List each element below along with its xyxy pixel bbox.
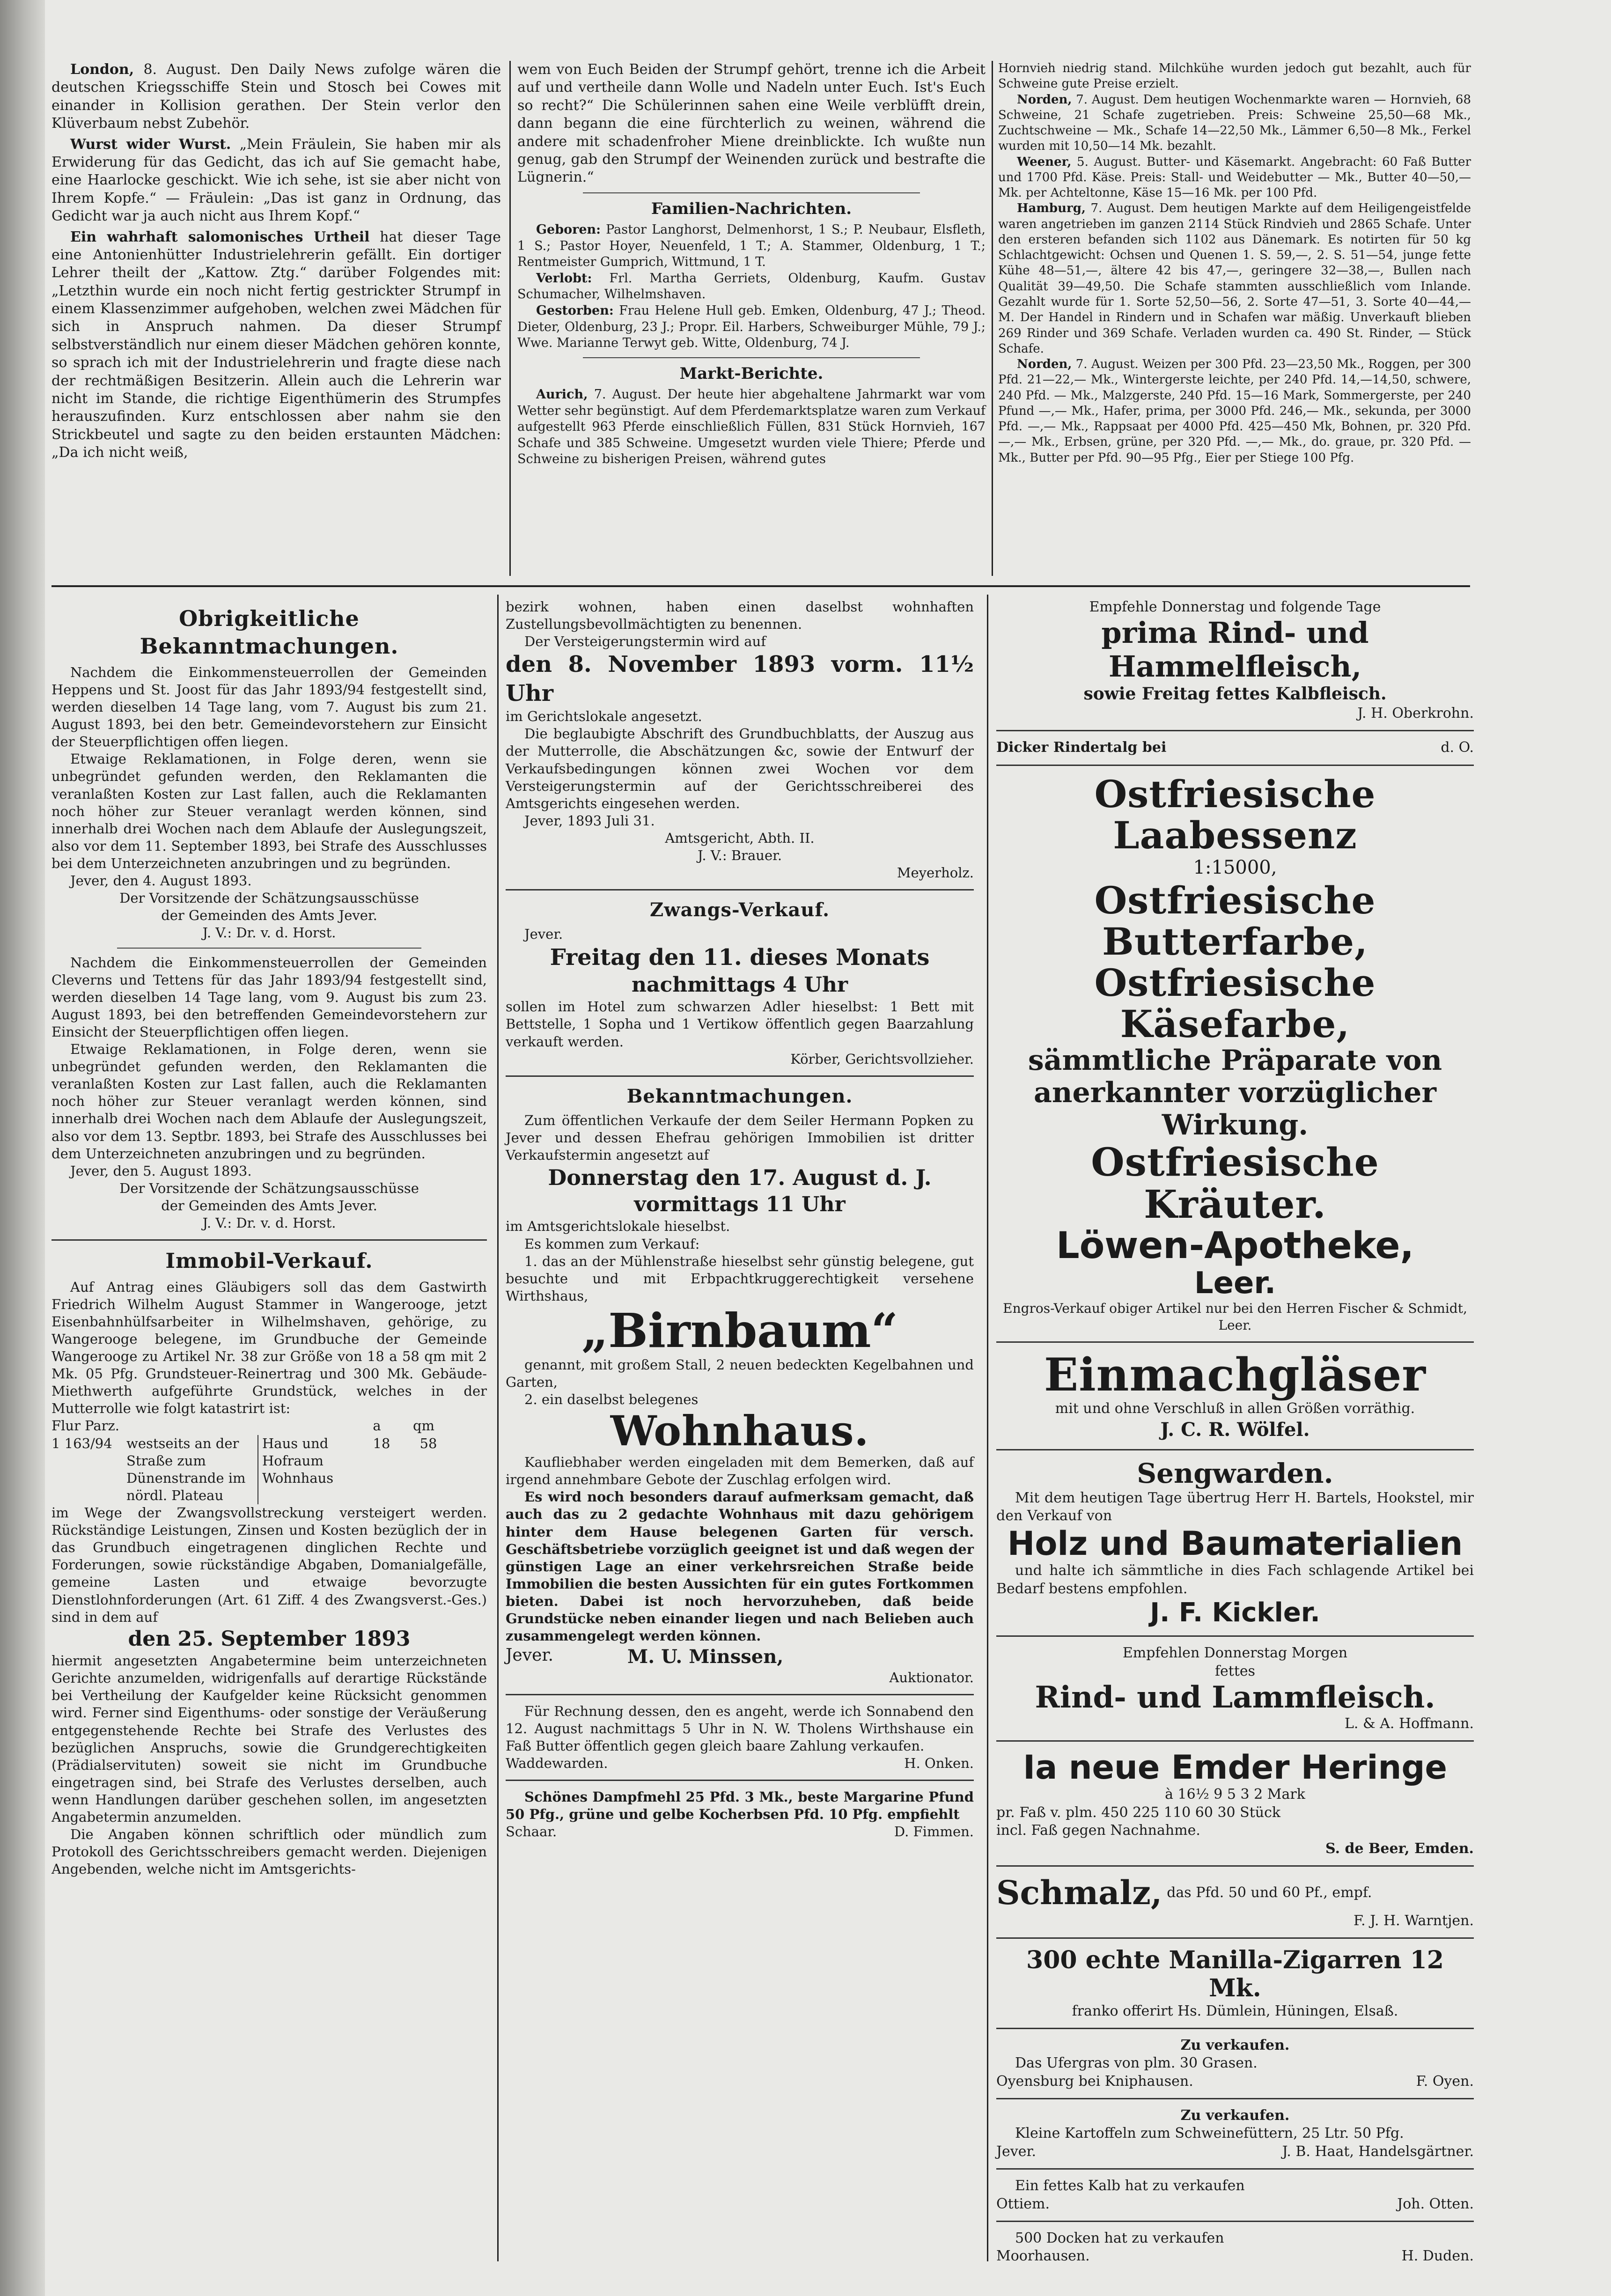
divider — [506, 1694, 974, 1695]
news-continuation: wem von Euch Beiden der Strumpf gehört, trenne ich die Arbeit auf und vertheile dann Wolle und Nadeln unter Euch. Ist's Euch so recht?“ Die Schülerinnen sahen eine Weile verblüfft drein, dann begann die eine fürchterlich zu weinen, während die andere mit schadenfroher Miene dreinblickte. Ich wußte nun genug, gab den Strumpf der Weinenden zurück und bestrafte die Lügnerin.“ — [517, 61, 986, 186]
wohnhaus-title: Wohnhaus. — [610, 1406, 869, 1456]
cadastre-a: 18 — [373, 1435, 390, 1451]
auction-text: bezirk wohnen, haben einen daselbst wohnhaften Zustellungsbevollmächtigten zu benennen. — [506, 599, 974, 633]
market-text: Hornvieh niedrig stand. Milchkühe wurden jedoch gut bezahlt, auch für Schweine gute Preise erzielt. — [998, 61, 1471, 91]
notice-signature: der Gemeinden des Amts Jever. — [161, 907, 377, 924]
divider — [117, 948, 421, 949]
ad-leer: Leer. — [1194, 1266, 1276, 1301]
ad-kaesefarbe: Ostfriesische Käsefarbe, — [1094, 961, 1376, 1046]
auction-text: Der Versteigerungstermin wird auf — [524, 633, 766, 650]
bekannt-item: genannt, mit großem Stall, 2 neuen bedeckten Kegelbahnen und Garten, — [506, 1357, 974, 1391]
divider — [996, 2028, 1474, 2029]
familien-died — [517, 303, 986, 352]
place: Moorhausen. — [996, 2248, 1090, 2265]
ad-apotheke: Löwen-Apotheke, — [1056, 1225, 1414, 1267]
familien-heading: Familien-Nachrichten. — [651, 199, 852, 218]
auctioneer-role: Auktionator. — [889, 1669, 974, 1685]
label: Norden, — [1017, 357, 1072, 372]
bekannt-item: 1. das an der Mühlenstraße hieselbst sehr günstig belegene, gut besuchte und mit Erbpachtkruggerechtigkeit versehene Wirthshaus, — [506, 1253, 974, 1304]
ad-footer — [996, 2143, 1474, 2161]
ad-holz: Holz und Baumaterialien — [1007, 1524, 1463, 1563]
market-weener — [998, 155, 1471, 201]
zwangs-heading: Zwangs-Verkauf. — [649, 899, 830, 921]
divider — [996, 1740, 1474, 1742]
divider — [506, 1075, 974, 1077]
auction-text: Die beglaubigte Abschrift des Grundbuchblatts, der Auszug aus der Mutterrolle, die Abschätzungen &c, sowie der Entwurf der Verkaufsbedingungen können zwei Wochen vor dem Versteigerungstermin auf der Gerichtsschreiberei des Amtsgerichts eingesehen werden. — [506, 726, 974, 811]
cadastre-row — [51, 1435, 487, 1504]
auction-text: im Gerichtslokale angesetzt. — [506, 708, 702, 725]
label: Weener, — [1017, 155, 1072, 169]
divider — [996, 2221, 1474, 2222]
lower-divider-2 — [987, 595, 988, 2261]
news-wurst — [51, 136, 501, 226]
ad-text: Mit dem heutigen Tage übertrug Herr H. Bartels, Hookstel, mir den Verkauf von — [996, 1489, 1474, 1524]
place: Jever. — [996, 2143, 1037, 2160]
cadastre-qm: 58 — [419, 1435, 437, 1451]
market-hamburg — [998, 201, 1471, 357]
notice-paragraph: Nachdem die Einkommensteuerrollen der Gemeinden Cleverns und Tettens für das Jahr 1893/94 festgestellt sind, werden dieselben 14 Tage lang, vom 9. August bis zum 23. August 1893, bei den betreffenden Gemeindevorstehern zur Einsicht der Steuerpflichtigen offen liegen. — [51, 954, 487, 1040]
text: 7. August. Dem heutigen Wochenmarkte waren — Hornvieh, 68 Schweine, 21 Schafe zugetrieben. Preis: Schweine 25,50—68 Mk., Zuchtschweine — Mk., Schafe 14—22,50 Mk., Lämmer 6,50—8 Mk., Ferkel wurden mit 10,50—14 Mk. bezahlt. — [998, 92, 1471, 154]
ad-intro: Empfehle Donnerstag und folgende Tage — [1089, 599, 1381, 615]
dampf-footer — [506, 1823, 974, 1840]
ad-laabessenz: Ostfriesische Laabessenz — [1094, 772, 1376, 857]
text: 7. August. Der heute hier abgehaltene Jahrmarkt war vom Wetter sehr begünstigt. Auf dem Pferdemarktsplatze waren zum Verkauf aufgestellt 963 Pferde einschließlich Füllen, 831 Stück Hornvieh, 167 Schafe und 385 Schweine. Umgesetzt wurden viele Thiere; Pferde und Schweine zu bisherigen Preisen, während gutes — [517, 387, 986, 467]
ad-signature: F. J. H. Warntjen. — [1354, 1912, 1474, 1929]
butter-notice: Für Rechnung dessen, den es angeht, werde ich Sonnabend den 12. August nachmittags 5 Uhr in N. W. Tholens Wirthshause ein Faß Butter öffentlich gegen gleich baare Zahlung verkaufen. — [506, 1703, 974, 1754]
ad-butterfarbe: Ostfriesische Butterfarbe, — [1094, 878, 1376, 964]
divider — [996, 2168, 1474, 2170]
divider — [996, 765, 1474, 766]
signature: Meyerholz. — [897, 865, 974, 881]
divider — [996, 1865, 1474, 1867]
label: Norden, — [1017, 92, 1072, 107]
notice-paragraph: Nachdem die Einkommensteuerrollen der Gemeinden Heppens und St. Joost für das Jahr 1893/94 festgestellt sind, werden dieselben 14 Tage lang, vom 7. August bis zum 21. August 1893, bei den betr. Gemeindevorstehern zur Einsicht der Steuerpflichtigen offen liegen. — [51, 664, 487, 750]
text: Pastor Langhorst, Delmenhorst, 1 S.; P. Neubaur, Elsfleth, 1 S.; Pastor Hoyer, Neuenfeld, 1 T.; A. Stammer, Oldenburg, 1 T.; Rentmeister Gumprich, Wittmund, 1 T. — [517, 222, 986, 270]
ad-talg — [996, 739, 1474, 757]
notice-signature: Der Vorsitzende der Schätzungsausschüsse — [119, 1180, 419, 1196]
top-divider-1 — [509, 61, 511, 576]
ad-text: das Pfd. 50 und 60 Pf., empf. — [1167, 1884, 1372, 1901]
text: Frl. Martha Gerriets, Oldenburg, Kaufm. Gustav Schumacher, Wilhelmshaven. — [517, 271, 986, 302]
ad-price-row: incl. Faß gegen Nachnahme. — [996, 1822, 1200, 1839]
ad-praeparate: sämmtliche Präparate von anerkannter vorzüglicher Wirkung. — [1028, 1044, 1442, 1142]
place: Schaar. — [506, 1824, 557, 1840]
market-norden — [998, 92, 1471, 155]
ad-title: Zu verkaufen. — [1180, 2107, 1290, 2124]
text: 7. August. Weizen per 300 Pfd. 23—23,50 Mk., Roggen, per 300 Pfd. 21—22,— Mk., Wintergerste leichte, per 240 Pfd. 14,—14,50, schwere, 240 Pfd. — Mk., Malzgerste, 240 Pfd. 15—16 Mark, Sommergerste, per 240 Pfund —,— Mk., Hafer, prima, per 3000 Pfd. 246,— Mk., sekunda, per 3000 Pfd. —,— Mk., Rappsaat per 4000 Pfd. 425—450 Mk, Bohnen, pr. 320 Pfd. —,— Mk., Erbsen, grüne, per 320 Pfd. —,— Mk., do. graue, pr. 320 Pfd. — Mk., Butter per Pfd. 90—95 Pfg., Eier per Stiege 100 Pfg. — [998, 357, 1471, 465]
divider — [996, 1341, 1474, 1343]
ad-ratio: 1:15000, — [1193, 856, 1277, 878]
ad-zigarren: 300 echte Manilla-Zigarren 12 Mk. — [1026, 1945, 1444, 2002]
ad-schmalz-title: Schmalz, — [996, 1873, 1162, 1913]
ad-headline: prima Rind- und Hammelfleisch, — [1101, 616, 1369, 684]
market-norden-2 — [998, 357, 1471, 466]
ad-intro: Empfehlen Donnerstag Morgen — [1122, 1645, 1348, 1662]
ad-signature: F. Oyen. — [1416, 2073, 1474, 2090]
notice-date: Jever, den 5. August 1893. — [70, 1163, 252, 1179]
notice-signature: Der Vorsitzende der Schätzungsausschüsse — [119, 890, 419, 906]
cadastre-type: Haus und Hofraum Wohnhaus — [257, 1435, 356, 1504]
butter-footer — [506, 1755, 974, 1772]
signature: D. Fimmen. — [894, 1824, 974, 1840]
page-binding-edge — [0, 0, 45, 2296]
ad-kraeuter: Ostfriesische Kräuter. — [1091, 1140, 1379, 1228]
signature: H. Onken. — [904, 1755, 974, 1771]
news-head: Ein wahrhaft salomonisches Urtheil — [70, 228, 370, 245]
court-name: Amtsgericht, Abth. II. — [665, 830, 815, 846]
ad-price-row: pr. Faß v. plm. 450 225 110 60 30 Stück — [996, 1804, 1281, 1821]
notice-signature: J. V.: Dr. v. d. Horst. — [202, 925, 336, 941]
dampfmehl-ad: Schönes Dampfmehl 25 Pfd. 3 Mk., beste Margarine Pfund 50 Pfg., grüne und gelbe Kocherbsen Pfd. 10 Pfg. empfiehlt — [506, 1789, 974, 1823]
ad-sengwarden: Sengwarden. — [1137, 1457, 1333, 1490]
cadastre-parcel: 1 163/94 — [51, 1435, 112, 1451]
bekannt-item: 2. ein daselbst belegenes — [524, 1391, 699, 1408]
ad-schmalz — [996, 1874, 1474, 1912]
ad-signature: L. & A. Hoffmann. — [1344, 1715, 1474, 1732]
divider — [506, 1780, 974, 1781]
familien-born — [517, 222, 986, 271]
news-text: „Mein Fräulein, Sie haben mir als Erwiderung für das Gedicht, das ich auf Sie gemacht habe, eine Haarlocke geschickt. Wie ich sehe, ist sie aber nicht von Ihrem Kopfe.“ — Fräulein: „Das ist ganz in Ordnung, das Gedicht war ja auch nicht aus Ihrem Kopf.“ — [51, 136, 501, 225]
bekannt-text: im Amtsgerichtslokale hieselbst. — [506, 1218, 730, 1235]
divider — [996, 2098, 1474, 2099]
markt-heading: Markt-Berichte. — [679, 364, 824, 383]
notice-paragraph: Etwaige Reklamationen, in Folge deren, wenn sie unbegründet gefunden werden, den Reklamanten die veranlaßten Kosten zur Last fallen, auch die Reklamanten noch höher zur Steuer veranlagt werden können, sind innerhalb drei Wochen nach dem Ablaufe der Auslegungszeit, also vor dem 11. September 1893, bei Strafe des Ausschlusses bei dem Unterzeichneten anzubringen und zu begründen. — [51, 751, 487, 871]
immobil-paragraph: Die Angaben können schriftlich oder mündlich zum Protokoll des Gerichtsschreibers gemacht werden. Diejenigen Angebenden, welche nicht im Amtsgerichts- — [51, 1826, 487, 1877]
text: 5. August. Butter- und Käsemarkt. Angebracht: 60 Faß Butter und 1700 Pfd. Käse. Preis: Stall- und Weidebutter — Mk., Butter 40—50,— Mk. per Achteltonne, Käse 15—16 Mk. per 100 Pfd. — [998, 155, 1471, 200]
zwang-text: sollen im Hotel zum schwarzen Adler hieselbst: 1 Bett mit Bettstelle, 1 Sopha und 1 Vertikow öffentlich gegen Baarzahlung verkauft werden. — [506, 999, 974, 1050]
ad-signature: J. H. Oberkrohn. — [1357, 705, 1474, 722]
markt-aurich — [517, 387, 986, 468]
immobil-paragraph: hiermit angesetzten Angabetermine beim unterzeichneten Gerichte anzumelden, widrigenfalls auf derartige Rückstände bei Vertheilung der Kaufgelder keine Rücksicht genommen wird. Ferner sind Eigenthums- oder sonstige der Veräußerung entgegenstehende Rechte bei Strafe des Verlustes des bezüglichen Anspruchs, sowie die Grundgerechtigkeiten (Prädialservituten) soweit sie nicht im Grundbuche eingetragen sind, bei Strafe des Verlustes derselben, auch wenn Handlungen darüber geschehen sollen, im angesetzten Angabetermin anzumelden. — [51, 1653, 487, 1825]
divider — [996, 1937, 1474, 1939]
ad-signature: J. B. Haat, Handelsgärtner. — [1282, 2143, 1474, 2160]
divider — [583, 357, 920, 358]
ad-text: 500 Docken hat zu verkaufen — [1015, 2230, 1224, 2247]
ad-signature: d. O. — [1441, 739, 1474, 756]
place: Jever. — [506, 1646, 554, 1665]
place: Jever. — [524, 926, 563, 942]
cadastre-header — [51, 1417, 487, 1435]
ad-text: mit und ohne Verschluß in allen Größen vorräthig. — [1055, 1400, 1415, 1417]
news-text: 8. August. Den Daily News zufolge wären die deutschen Kriegsschiffe Stein und Stosch bei Cowes mit einander in Kollision gerathen. Der Stein verlor den Klüverbaum nebst Zubehör. — [51, 61, 501, 132]
immobil-paragraph: im Wege der Zwangsvollstreckung versteigert werden. Rückständige Leistungen, Zinsen und Kosten bezüglich der in das Grundbuch eingetragenen dinglichen Rechte und Forderungen, sowie rückständige Abgaben, Domanialgefälle, gemeine Lasten und etwaige bevorzugte Dienstlohnforderungen (Art. 61 Ziff. 4 des Zwangsverst.-Ges.) sind in dem auf — [51, 1504, 487, 1625]
birnbaum-title: „Birnbaum“ — [581, 1303, 898, 1359]
auction-column — [506, 598, 974, 1840]
ad-price-row: à 16½ 9 5 3 2 Mark — [1165, 1786, 1305, 1803]
ad-heringe: Ia neue Emder Heringe — [1023, 1748, 1447, 1787]
zwang-time: nachmittags 4 Uhr — [631, 973, 848, 997]
ad-einmachglaeser: Einmachgläser — [1044, 1348, 1426, 1402]
ad-text: und halte ich sämmtliche in dies Fach schlagende Artikel bei Bedarf bestens empfohlen. — [996, 1562, 1474, 1597]
notice-paragraph: Etwaige Reklamationen, in Folge deren, wenn sie unbegründet gefunden werden, den Reklamanten die veranlaßten Kosten zur Last fallen, auch die Reklamanten noch höher zur Steuer veranlagt werden können, sind innerhalb drei Wochen nach dem Ablaufe der Auslegungszeit, also vor dem 13. Septbr. 1893, bei Strafe des Ausschlusses bei dem Unterzeichneten anzubringen und zu begründen. — [51, 1041, 487, 1162]
section-rule — [51, 585, 1470, 587]
bekannt-text: Kaufliebhaber werden eingeladen mit dem Bemerken, daß auf irgend annehmbare Gebote der Zuschlag erfolgen wird. — [506, 1454, 974, 1488]
place: Ottiem. — [996, 2195, 1050, 2212]
signature: Körber, Gerichtsvollzieher. — [790, 1051, 974, 1067]
ad-text: Kleine Kartoffeln zum Schweinefüttern, 25 Ltr. 50 Pfg. — [1015, 2125, 1404, 2142]
advertisements-column — [996, 598, 1474, 2266]
bekannt-heading: Bekanntmachungen. — [626, 1085, 853, 1107]
divider — [583, 192, 920, 193]
label: Gestorben: — [536, 303, 614, 318]
bekannt-text: Zum öffentlichen Verkaufe der dem Seiler Hermann Popken zu Jever und dessen Ehefrau gehörigen Immobilien ist dritter Verkaufstermin angesetzt auf — [506, 1112, 974, 1163]
ad-engros: Engros-Verkauf obiger Artikel nur bei den Herren Fischer & Schmidt, Leer. — [1003, 1301, 1467, 1333]
text: Frau Helene Hull geb. Emken, Oldenburg, 47 J.; Theod. Dieter, Oldenburg, 23 J.; Propr. Eil. Harbers, Schweiburger Mühle, 79 J.; Wwe. Marianne Terwyt geb. Witte, Oldenburg, 74 J. — [517, 303, 986, 351]
divider — [51, 1239, 487, 1241]
ad-sub: sowie Freitag fettes Kalbfleisch. — [1083, 684, 1387, 704]
auction-date-line: Jever, 1893 Juli 31. — [524, 812, 655, 829]
ad-text: Ein fettes Kalb hat zu verkaufen — [1015, 2178, 1245, 2194]
cadastre-header-qm: qm — [412, 1418, 435, 1434]
notice-signature: der Gemeinden des Amts Jever. — [161, 1198, 377, 1214]
place: Oyensburg bei Kniphausen. — [996, 2073, 1193, 2090]
cadastre-header-flur: Flur Parz. — [51, 1418, 120, 1434]
ad-signature: S. de Beer, Emden. — [1325, 1840, 1474, 1857]
top-divider-2 — [992, 61, 993, 576]
ad-signature: Joh. Otten. — [1397, 2195, 1474, 2212]
familien-engaged — [517, 271, 986, 303]
bekannt-time: vormittags 11 Uhr — [634, 1192, 846, 1217]
ad-signature: J. C. R. Wölfel. — [1160, 1419, 1310, 1441]
notice-date: Jever, den 4. August 1893. — [70, 873, 252, 889]
zwang-date: Freitag den 11. dieses Monats — [550, 944, 930, 971]
divider — [506, 889, 974, 890]
text: 7. August. Dem heutigen Markte auf dem Heiligengeistfelde waren angetrieben im ganzen 2114 Stück Rindvieh und 2865 Schafe. Unter den ersteren befanden sich 1102 aus Dänemark. Es notirten für 50 kg Schlachtgewicht: Ochsen und Quenen 1. S. 59,—, 2. S. 51—54, junge fette Kühe 48—51,—, ältere 42 bis 47,—, geringere 32—38,—, Bullen nach Qualität 39—49,50. Die Schafe stammten ausschließlich vom Inlande. Gezahlt wurde für 1. Sorte 52,50—56, 2. Sorte 47—51, 3. Sorte 40—44,— M. Der Handel in Rindern und in Schafen war mäßig. Unverkauft blieben 269 Rinder und 369 Schafe. Verladen wurden ca. 490 St. Rinder, — Stück Schafe. — [998, 201, 1471, 356]
ad-signature: H. Duden. — [1401, 2248, 1474, 2265]
top-column-2 — [517, 61, 986, 468]
ad-text: Dicker Rindertalg bei — [996, 739, 1167, 756]
bekannt-date: Donnerstag den 17. August d. J. — [548, 1165, 932, 1191]
news-london — [51, 61, 501, 133]
label: Hamburg, — [1017, 201, 1086, 216]
label: Verlobt: — [536, 271, 592, 286]
ad-footer — [996, 2247, 1474, 2265]
immobil-heading: Immobil-Verkauf. — [165, 1249, 373, 1273]
ad-text: Das Ufergras von plm. 30 Grasen. — [1015, 2055, 1258, 2072]
divider — [996, 730, 1474, 731]
official-notices-heading: Obrigkeitliche Bekanntmachungen. — [140, 606, 399, 659]
auctioneer-row — [506, 1645, 974, 1669]
news-text: hat dieser Tage eine Antonienhütter Industrielehrerin gefällt. Ein dortiger Lehrer theilt der „Kattow. Ztg.“ darüber Folgendes mit: „Letzthin wurde ein noch nicht fertig gestrickter Strumpf in einem Klassenzimmer aufgehoben, welchen zwei Mädchen für sich in Anspruch nahmen. Da dieser Strumpf selbstverständlich nur einem dieser Mädchen gehören konnte, so sprach ich mit der Industrielehrerin und fragte diese nach der rechtmäßigen Besitzerin. Allein auch die Lehrerin war nicht im Stande, die richtige Eigenthümerin des Strumpfes herauszufinden. Kurz entschlossen aber nahm sie den Strickbeutel und sagte zu den beiden erstaunten Mädchen: „Da ich nicht weiß, — [51, 228, 501, 461]
ad-footer — [996, 2195, 1474, 2213]
top-column-3 — [998, 61, 1471, 466]
official-notices-column — [51, 598, 487, 1878]
top-column-1 — [51, 61, 501, 462]
cadastre-location: westseits an der Straße zum Dünenstrande im nördl. Plateau — [126, 1435, 246, 1503]
place: Waddewarden. — [506, 1755, 608, 1771]
cadastre-header-a: a — [373, 1418, 381, 1434]
immobil-paragraph: Auf Antrag eines Gläubigers soll das dem Gastwirth Friedrich Wilhelm August Stammer in Wangerooge, jetzt Eisenbahnhülfsarbeiter in Wilhelmshaven, gehörige, zu Wangerooge belegene, im Grundbuche der Gemeinde Wangerooge zu Artikel Nr. 38 zur Größe von 18 a 58 qm mit 2 Mk. 05 Pfg. Grundsteuer-Reinertrag und 300 Mk. Gebäude-Miethwerth aufgeführte Grundstück, welches in der Mutterrolle wie folgt katastrirt ist: — [51, 1279, 487, 1417]
ad-text: franko offerirt Hs. Dümlein, Hüningen, Elsaß. — [1072, 2002, 1398, 2019]
court-signature: J. V.: Brauer. — [697, 847, 782, 864]
divider — [996, 1449, 1474, 1450]
auction-date: den 8. November 1893 vorm. 11½ Uhr — [506, 651, 974, 706]
news-urtheil — [51, 228, 501, 462]
ad-intro: fettes — [1214, 1663, 1256, 1679]
ad-footer — [996, 2073, 1474, 2090]
divider — [996, 1635, 1474, 1637]
ad-title: Zu verkaufen. — [1180, 2037, 1290, 2053]
ad-lammfleisch: Rind- und Lammfleisch. — [1035, 1680, 1435, 1715]
lower-divider-1 — [497, 595, 499, 2261]
bekannt-text: Es wird noch besonders darauf aufmerksam gemacht, daß auch das zu 2 gedachte Wohnhaus mit dazu gehörigem hinter dem Hause belegenen Garten für versch. Geschäftsbetriebe vorzüglich geeignet ist und daß wegen der günstigen Lage an einer verkehrsreichen Straße beide Immobilien die besten Aussichten für ein gutes Fortkommen bieten. Dabei ist noch hervorzuheben, daß beide Grundstücke neben einander liegen und nach Belieben auch zusammengelegt werden können. — [506, 1489, 974, 1644]
news-head: London, — [70, 61, 134, 78]
auctioneer-name: M. U. Minssen, — [627, 1646, 784, 1668]
immobil-date: den 25. September 1893 — [128, 1626, 411, 1651]
bekannt-text: Es kommen zum Verkauf: — [524, 1236, 700, 1252]
news-head: Wurst wider Wurst. — [70, 136, 231, 153]
label: Aurich, — [536, 387, 588, 402]
label: Geboren: — [536, 222, 601, 237]
ad-kickler: J. F. Kickler. — [1150, 1597, 1320, 1628]
notice-signature: J. V.: Dr. v. d. Horst. — [202, 1215, 336, 1231]
